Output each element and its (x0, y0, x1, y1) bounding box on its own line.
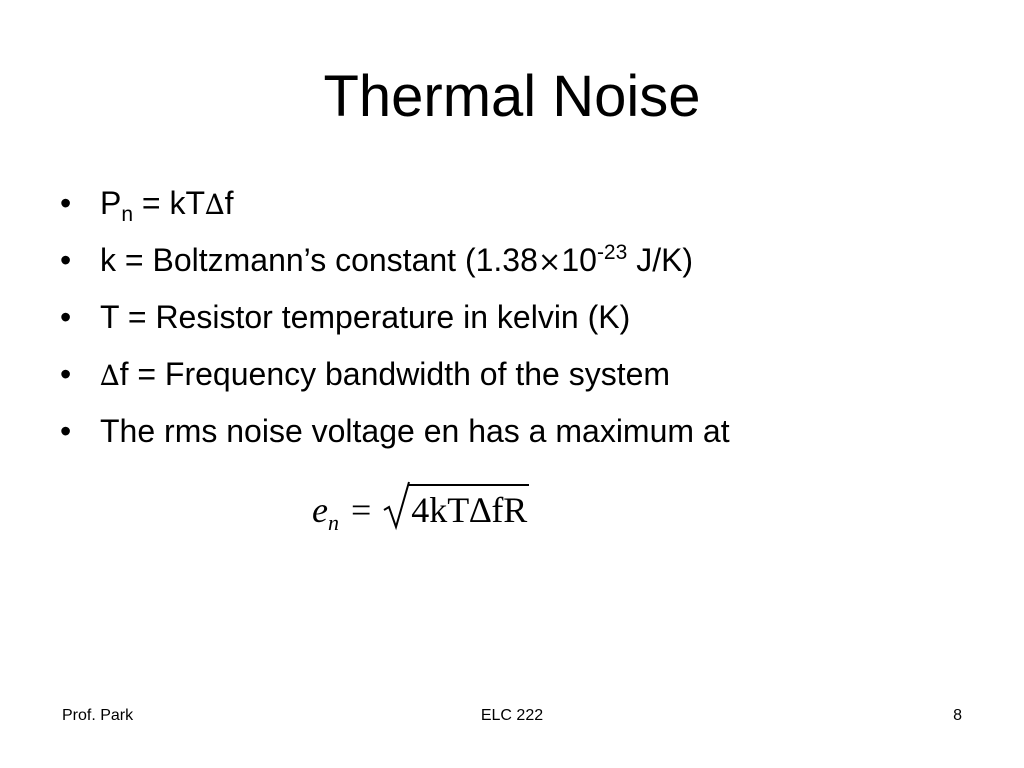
bullet-item-temperature (60, 298, 730, 355)
footer-course: ELC 222 (480, 707, 544, 724)
equation-radicand: 4kT∆fR (409, 484, 529, 532)
noise-voltage-equation (312, 484, 529, 545)
bullet-marker: • (60, 242, 72, 278)
footer-author: Prof. Park (62, 707, 134, 724)
bullet-marker: • (60, 299, 72, 335)
temperature-text: T = Resistor temperature in kelvin (K) (100, 299, 631, 335)
bullet-marker: • (60, 185, 72, 221)
square-root (383, 484, 529, 532)
bandwidth-text: f = Frequency bandwidth of the system (119, 356, 671, 392)
rms-voltage-text: The rms noise voltage en has a maximum at (100, 413, 730, 449)
radical-sign-icon (383, 480, 411, 532)
power-formula-end: f (224, 185, 234, 221)
bullet-marker: • (60, 413, 72, 449)
equation-lhs-subscript: n (327, 510, 339, 535)
bullet-list (60, 184, 730, 469)
boltzmann-base: 10 (561, 242, 597, 278)
equation-lhs: e (312, 490, 328, 530)
boltzmann-exponent: -23 (596, 241, 628, 264)
boltzmann-text: k = Boltzmann’s constant (1.38 (100, 242, 538, 278)
power-formula-part: = kT (133, 185, 206, 221)
bullet-item-rms-voltage (60, 412, 730, 469)
delta-symbol: ∆ (100, 359, 120, 392)
equation-equals: = (350, 490, 372, 530)
power-subscript: n (121, 203, 134, 226)
slide-title: Thermal Noise (323, 64, 701, 129)
bullet-item-boltzmann (60, 241, 730, 298)
times-symbol: × (537, 245, 562, 278)
delta-symbol: ∆ (205, 188, 225, 221)
bullet-item-power (60, 184, 730, 241)
footer-page-number: 8 (953, 707, 962, 724)
bullet-item-bandwidth (60, 355, 730, 412)
power-symbol: P (100, 185, 122, 221)
bullet-marker: • (60, 356, 72, 392)
boltzmann-unit: J/K) (627, 242, 694, 278)
